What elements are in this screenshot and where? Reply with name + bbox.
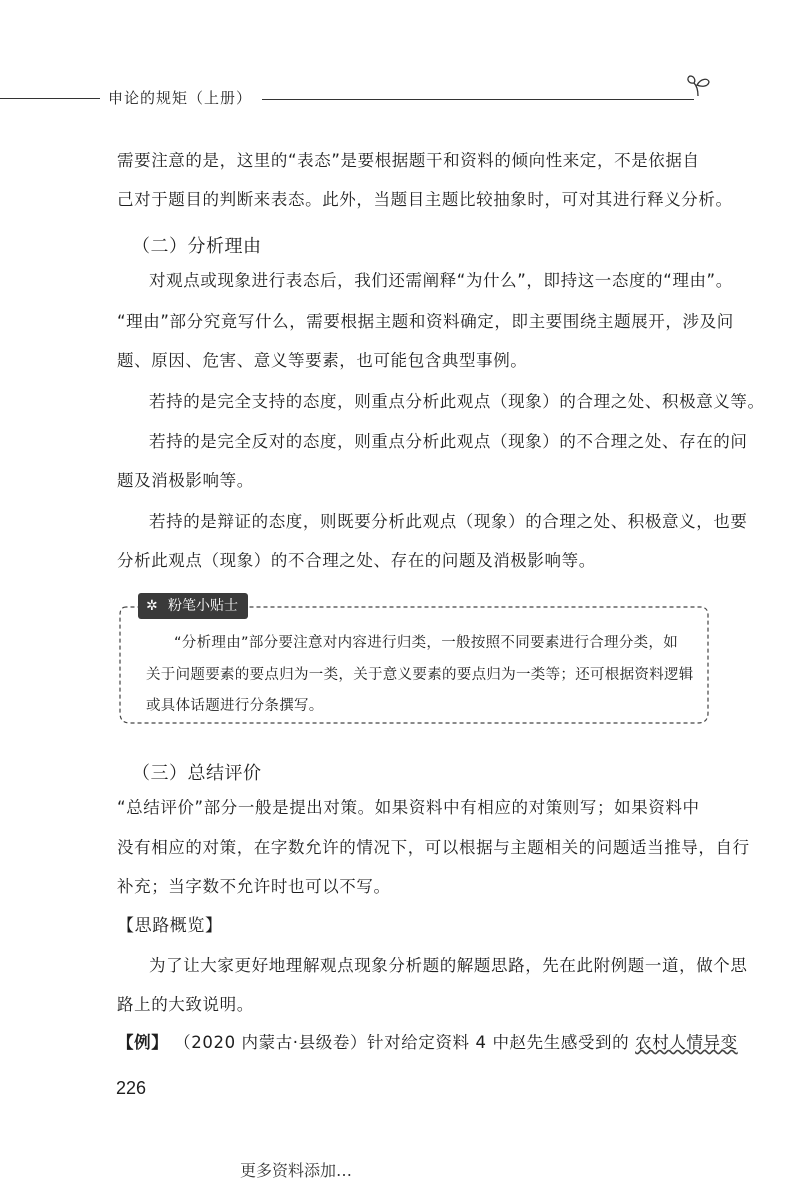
paragraph-line: 路上的大致说明。	[117, 995, 254, 1014]
header-rule-left	[0, 98, 100, 99]
running-header	[0, 86, 800, 110]
section-heading-2: （二）分析理由	[132, 236, 262, 257]
paragraph-line: 若持的是完全反对的态度，则重点分析此观点（现象）的不合理之处、存在的问	[149, 432, 748, 451]
paragraph-line: 没有相应的对策，在字数允许的情况下，可以根据与主题相关的问题适当推导，自行	[117, 838, 750, 857]
example-text: （2020 内蒙古·县级卷）针对给定资料 4 中赵先生感受到的	[174, 1033, 630, 1052]
footer-cut-text	[240, 1158, 480, 1180]
tip-box	[118, 598, 710, 725]
paragraph-line: “总结评价”部分一般是提出对策。如果资料中有相应的对策则写；如果资料中	[117, 798, 700, 817]
header-rule-right	[262, 99, 694, 100]
paragraph-line: 为了让大家更好地理解观点现象分析题的解题思路，先在此附例题一道，做个思	[149, 956, 748, 975]
sparkle-icon: ✲	[146, 598, 158, 614]
tip-line: 或具体话题进行分条撰写。	[146, 698, 324, 714]
example-underlined-text: 农村人情异变	[635, 1033, 738, 1052]
paragraph-line: 题及消极影响等。	[117, 471, 254, 490]
tip-label-text: 粉笔小贴士	[168, 598, 238, 614]
paragraph-line: 需要注意的是，这里的“表态”是要根据题干和资料的倾向性来定，不是依据自	[117, 151, 700, 170]
footer-text: 更多资料添加…	[240, 1161, 353, 1180]
paragraph-line: 己对于题目的判断来表态。此外，当题目主题比较抽象时，可对其进行释义分析。	[117, 190, 733, 209]
tip-line: 关于问题要素的要点归为一类，关于意义要素的要点归为一类等；还可根据资料逻辑	[146, 667, 694, 683]
tip-label	[138, 593, 248, 619]
overview-label: 【思路概览】	[117, 916, 223, 936]
paragraph-line: 题、原因、危害、意义等要素，也可能包含典型事例。	[117, 351, 528, 370]
paragraph-line: 补充；当字数不允许时也可以不写。	[117, 877, 391, 896]
paragraph-line: 若持的是完全支持的态度，则重点分析此观点（现象）的合理之处、积极意义等。	[149, 392, 765, 411]
paragraph-line: 若持的是辩证的态度，则既要分析此观点（现象）的合理之处、积极意义，也要	[149, 512, 748, 531]
paragraph-line: 对观点或现象进行表态后，我们还需阐释“为什么”，即持这一态度的“理由”。	[149, 271, 733, 290]
paragraph-line: 分析此观点（现象）的不合理之处、存在的问题及消极影响等。	[117, 551, 596, 570]
example-label: 【例】	[117, 1033, 169, 1052]
paragraph-line: “理由”部分究竟写什么，需要根据主题和资料确定，即主要围绕主题展开，涉及问	[117, 312, 734, 331]
sprout-icon	[684, 72, 712, 100]
section-heading-3: （三）总结评价	[132, 763, 262, 784]
tip-line: “分析理由”部分要注意对内容进行归类，一般按照不同要素进行合理分类，如	[174, 635, 679, 651]
page-number: 226	[116, 1078, 147, 1098]
header-title: 申论的规矩（上册）	[108, 89, 253, 107]
example-line	[117, 1033, 738, 1053]
